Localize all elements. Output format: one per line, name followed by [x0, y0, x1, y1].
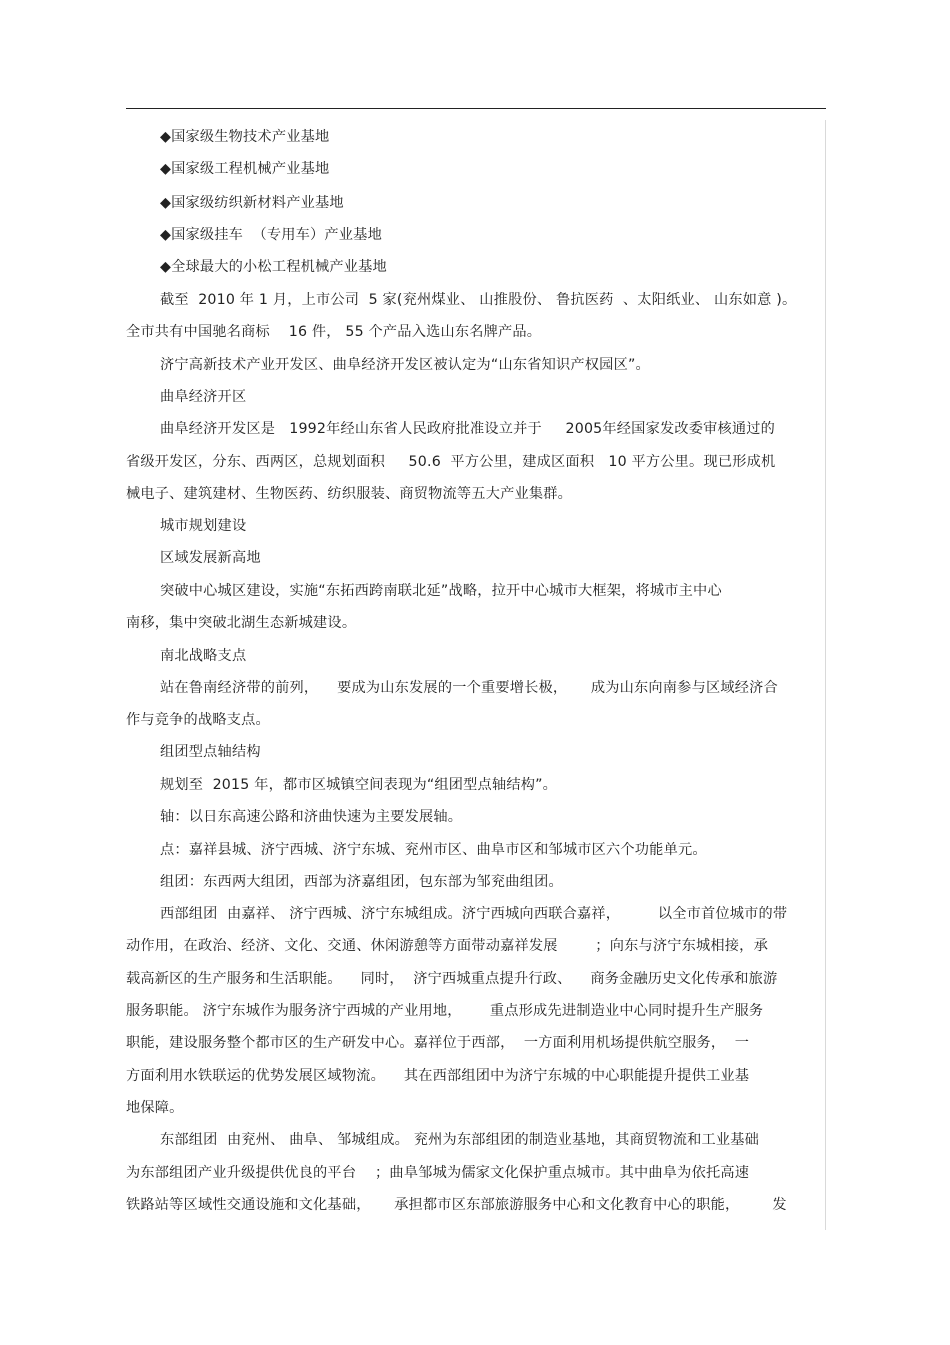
text-line: 铁路站等区域性交通设施和文化基础， 承担都市区东部旅游服务中心和文化教育中心的职能， 发 — [126, 1197, 787, 1213]
text-line: 西部组团 由嘉祥、 济宁西城、济宁东城组成。济宁西城向西联合嘉祥， 以全市首位城市的带 — [160, 906, 788, 922]
text-line: 东部组团 由兖州、 曲阜、 邹城组成。 兖州为东部组团的制造业基地，其商贸物流和工业基础 — [160, 1132, 760, 1148]
text-line: 省级开发区，分东、西两区，总规划面积 50.6 平方公里，建成区面积 10 平方公里。现已形成机 — [126, 454, 776, 470]
text-line: 作与竞争的战略支点。 — [126, 712, 270, 728]
text-line: 为东部组团产业升级提供优良的平台 ；曲阜邹城为儒家文化保护重点城市。其中曲阜为依托高速 — [126, 1165, 750, 1181]
text-line: 南移，集中突破北湖生态新城建设。 — [126, 615, 357, 631]
text-line: 区域发展新高地 — [160, 550, 261, 566]
text-line: 南北战略支点 — [160, 648, 247, 664]
text-line: 组团型点轴结构 — [160, 744, 261, 760]
text-line: 械电子、建筑建材、生物医药、纺织服装、商贸物流等五大产业集群。 — [126, 486, 573, 502]
text-line: 组团：东西两大组团，西部为济嘉组团，包东部为邹兖曲组团。 — [160, 874, 563, 890]
text-line: ◆全球最大的小松工程机械产业基地 — [160, 259, 387, 275]
text-line: 曲阜经济开发区是 1992年经山东省人民政府批准设立并于 2005年经国家发改委审核通过的 — [160, 421, 776, 437]
text-line: ◆国家级生物技术产业基地 — [160, 129, 330, 145]
text-line: ◆国家级挂车 （专用车）产业基地 — [160, 227, 382, 243]
text-line: 规划至 2015 年，都市区城镇空间表现为“组团型点轴结构”。 — [160, 777, 558, 793]
text-line: 城市规划建设 — [160, 518, 247, 534]
page-right-border — [825, 120, 826, 1230]
text-line: 地保障。 — [126, 1100, 184, 1116]
text-line: 截至 2010 年 1 月，上市公司 5 家(兖州煤业、 山推股份、 鲁抗医药 、太阳纸业、 山东如意 )。 — [160, 292, 797, 308]
text-line: 职能，建设服务整个都市区的生产研发中心。嘉祥位于西部， 一方面利用机场提供航空服务， 一 — [126, 1035, 750, 1051]
text-line: 轴：以日东高速公路和济曲快速为主要发展轴。 — [160, 809, 463, 825]
text-line: 方面利用水铁联运的优势发展区域物流。 其在西部组团中为济宁东城的中心职能提升提供工业基 — [126, 1068, 750, 1084]
text-line: 济宁高新技术产业开发区、曲阜经济开发区被认定为“山东省知识产权园区”。 — [160, 357, 650, 373]
text-line: 全市共有中国驰名商标 16 件， 55 个产品入选山东名牌产品。 — [126, 324, 542, 340]
text-line: 点：嘉祥县城、济宁西城、济宁东城、兖州市区、曲阜市区和邹城市区六个功能单元。 — [160, 842, 707, 858]
text-line: 载高新区的生产服务和生活职能。 同时， 济宁西城重点提升行政、 商务金融历史文化传承和旅游 — [126, 971, 778, 987]
text-line: ◆国家级工程机械产业基地 — [160, 161, 330, 177]
header-rule — [126, 108, 826, 109]
text-line: 突破中心城区建设，实施“东拓西跨南联北延”战略，拉开中心城市大框架，将城市主中心 — [160, 583, 722, 599]
text-line: 曲阜经济开区 — [160, 389, 247, 405]
text-line: 站在鲁南经济带的前列， 要成为山东发展的一个重要增长极， 成为山东向南参与区域经济合 — [160, 680, 778, 696]
text-line: ◆国家级纺织新材料产业基地 — [160, 195, 344, 211]
text-line: 服务职能。 济宁东城作为服务济宁西城的产业用地， 重点形成先进制造业中心同时提升生产服务 — [126, 1003, 764, 1019]
text-line: 动作用，在政治、经济、文化、交通、休闲游憩等方面带动嘉祥发展 ；向东与济宁东城相接，承 — [126, 938, 768, 954]
